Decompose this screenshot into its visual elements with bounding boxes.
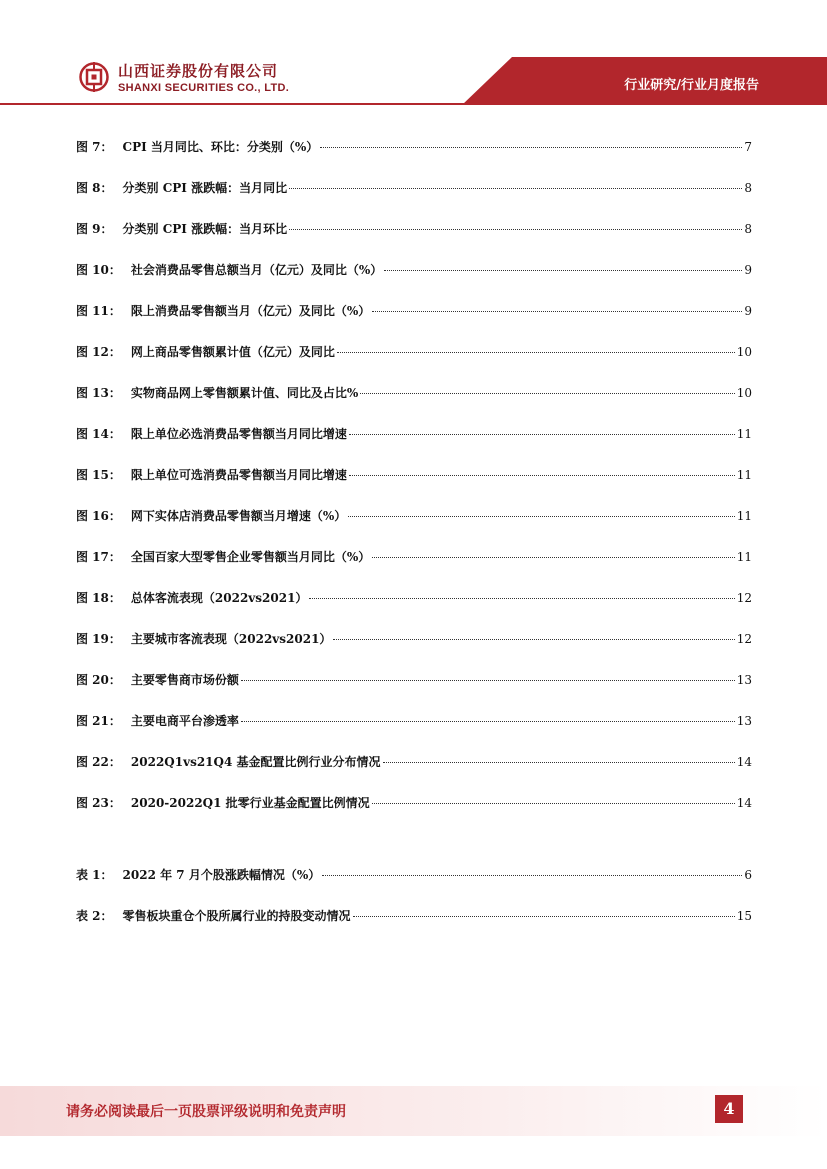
toc-entry-number: 图 20： — [76, 673, 121, 687]
page-header — [0, 0, 827, 105]
toc-entry-number: 图 23： — [76, 796, 121, 810]
toc-entry-title: 主要零售商市场份额 — [130, 673, 239, 687]
toc-entry-figure[interactable] — [76, 589, 752, 607]
page-footer — [0, 1086, 827, 1136]
toc-entry-page: 8 — [744, 222, 752, 236]
toc-entry-title: 分类别 CPI 涨跌幅：当月环比 — [122, 222, 288, 236]
toc-entry-page: 10 — [736, 386, 752, 400]
toc-entry-figure[interactable] — [76, 630, 752, 648]
toc-entry-table[interactable] — [76, 866, 752, 884]
toc-entry-title: 2022Q1vs21Q4 基金配置比例行业分布情况 — [130, 755, 381, 769]
toc-dot-leader — [320, 146, 742, 148]
toc-entry-title: 网上商品零售额累计值（亿元）及同比 — [130, 345, 335, 359]
toc-entry-number: 图 13： — [76, 386, 121, 400]
toc-entry-number: 图 22： — [76, 755, 121, 769]
toc-entry-page: 9 — [744, 263, 752, 277]
toc-dot-leader — [241, 679, 735, 681]
page-number: 4 — [715, 1095, 743, 1123]
toc-entry-title: 零售板块重仓个股所属行业的持股变动情况 — [122, 909, 351, 923]
toc-entry-page: 12 — [736, 591, 752, 605]
toc-entry-page: 14 — [736, 796, 752, 810]
toc-entry-page: 7 — [744, 140, 752, 154]
toc-entry-title: 实物商品网上零售额累计值、同比及占比% — [130, 386, 359, 400]
company-name-en: SHANXI SECURITIES CO., LTD. — [118, 82, 290, 94]
toc-entry-title: 限上单位必选消费品零售额当月同比增速 — [130, 427, 347, 441]
toc-entry-figure[interactable] — [76, 753, 752, 771]
toc-dot-leader — [289, 187, 742, 189]
toc-entry-number: 表 1： — [76, 868, 113, 882]
toc-entry-figure[interactable] — [76, 712, 752, 730]
toc-entry-figure[interactable] — [76, 384, 752, 402]
toc-entry-number: 图 8： — [76, 181, 113, 195]
toc-entry-figure[interactable] — [76, 343, 752, 361]
shanxi-securities-logo-icon — [79, 62, 109, 92]
toc-entry-figure[interactable] — [76, 220, 752, 238]
toc-dot-leader — [360, 392, 734, 394]
toc-dot-leader — [333, 638, 734, 640]
toc-entry-number: 图 14： — [76, 427, 121, 441]
toc-entry-title: 2022 年 7 月个股涨跌幅情况（%） — [122, 868, 321, 882]
toc-entry-title: 网下实体店消费品零售额当月增速（%） — [130, 509, 347, 523]
toc-dot-leader — [241, 720, 735, 722]
toc-entry-title: 2020-2022Q1 批零行业基金配置比例情况 — [130, 796, 370, 810]
toc-dot-leader — [337, 351, 735, 353]
toc-entry-figure[interactable] — [76, 138, 752, 156]
toc-dot-leader — [384, 269, 742, 271]
toc-dot-leader — [348, 515, 734, 517]
toc-entry-number: 图 11： — [76, 304, 121, 318]
toc-entry-number: 图 10： — [76, 263, 121, 277]
toc-dot-leader — [309, 597, 734, 599]
toc-entry-page: 11 — [736, 468, 752, 482]
toc-entry-figure[interactable] — [76, 671, 752, 689]
toc-entry-number: 图 15： — [76, 468, 121, 482]
toc-entry-title: CPI 当月同比、环比：分类别（%） — [122, 140, 319, 154]
toc-entry-figure[interactable] — [76, 261, 752, 279]
toc-entry-title: 主要电商平台渗透率 — [130, 714, 239, 728]
toc-entry-figure[interactable] — [76, 302, 752, 320]
toc-entry-page: 10 — [736, 345, 752, 359]
toc-entry-figure[interactable] — [76, 179, 752, 197]
toc-entry-table[interactable] — [76, 907, 752, 925]
toc-entry-page: 13 — [736, 714, 752, 728]
toc-entry-page: 11 — [736, 509, 752, 523]
toc-entry-number: 表 2： — [76, 909, 113, 923]
toc-entry-page: 13 — [736, 673, 752, 687]
toc-dot-leader — [289, 228, 742, 230]
report-type: 行业研究/行业月度报告 — [624, 78, 759, 93]
disclaimer-text: 请务必阅读最后一页股票评级说明和免责声明 — [66, 1104, 346, 1120]
toc-entry-title: 社会消费品零售总额当月（亿元）及同比（%） — [130, 263, 383, 277]
toc-dot-leader — [372, 556, 734, 558]
toc-entry-number: 图 7： — [76, 140, 113, 154]
toc-dot-leader — [383, 761, 735, 763]
toc-entry-page: 6 — [744, 868, 752, 882]
toc-entry-page: 14 — [736, 755, 752, 769]
toc-entry-page: 8 — [744, 181, 752, 195]
toc-entry-figure[interactable] — [76, 466, 752, 484]
toc-entry-number: 图 17： — [76, 550, 121, 564]
toc-dot-leader — [353, 915, 735, 917]
toc-entry-figure[interactable] — [76, 425, 752, 443]
toc-entry-title: 限上单位可选消费品零售额当月同比增速 — [130, 468, 347, 482]
toc-dot-leader — [322, 874, 742, 876]
toc-entry-figure[interactable] — [76, 794, 752, 812]
toc-entry-page: 11 — [736, 550, 752, 564]
toc-entry-number: 图 16： — [76, 509, 121, 523]
toc-entry-title: 全国百家大型零售企业零售额当月同比（%） — [130, 550, 371, 564]
toc-entry-page: 9 — [744, 304, 752, 318]
toc-dot-leader — [372, 310, 742, 312]
toc-entry-number: 图 12： — [76, 345, 121, 359]
toc-dot-leader — [349, 433, 735, 435]
toc-entry-number: 图 9： — [76, 222, 113, 236]
toc-entry-title: 总体客流表现（2022vs2021） — [130, 591, 308, 605]
toc-entry-page: 11 — [736, 427, 752, 441]
toc-entry-figure[interactable] — [76, 548, 752, 566]
toc-entry-title: 分类别 CPI 涨跌幅：当月同比 — [122, 181, 288, 195]
toc-entry-number: 图 19： — [76, 632, 121, 646]
toc-dot-leader — [349, 474, 735, 476]
company-name-cn: 山西证券股份有限公司 — [118, 62, 279, 80]
toc-entry-figure[interactable] — [76, 507, 752, 525]
toc-entry-page: 15 — [736, 909, 752, 923]
toc-dot-leader — [372, 802, 735, 804]
toc-entry-title: 限上消费品零售额当月（亿元）及同比（%） — [130, 304, 371, 318]
toc-entry-number: 图 21： — [76, 714, 121, 728]
toc-entry-title: 主要城市客流表现（2022vs2021） — [130, 632, 332, 646]
toc-entry-number: 图 18： — [76, 591, 121, 605]
toc-entry-page: 12 — [736, 632, 752, 646]
